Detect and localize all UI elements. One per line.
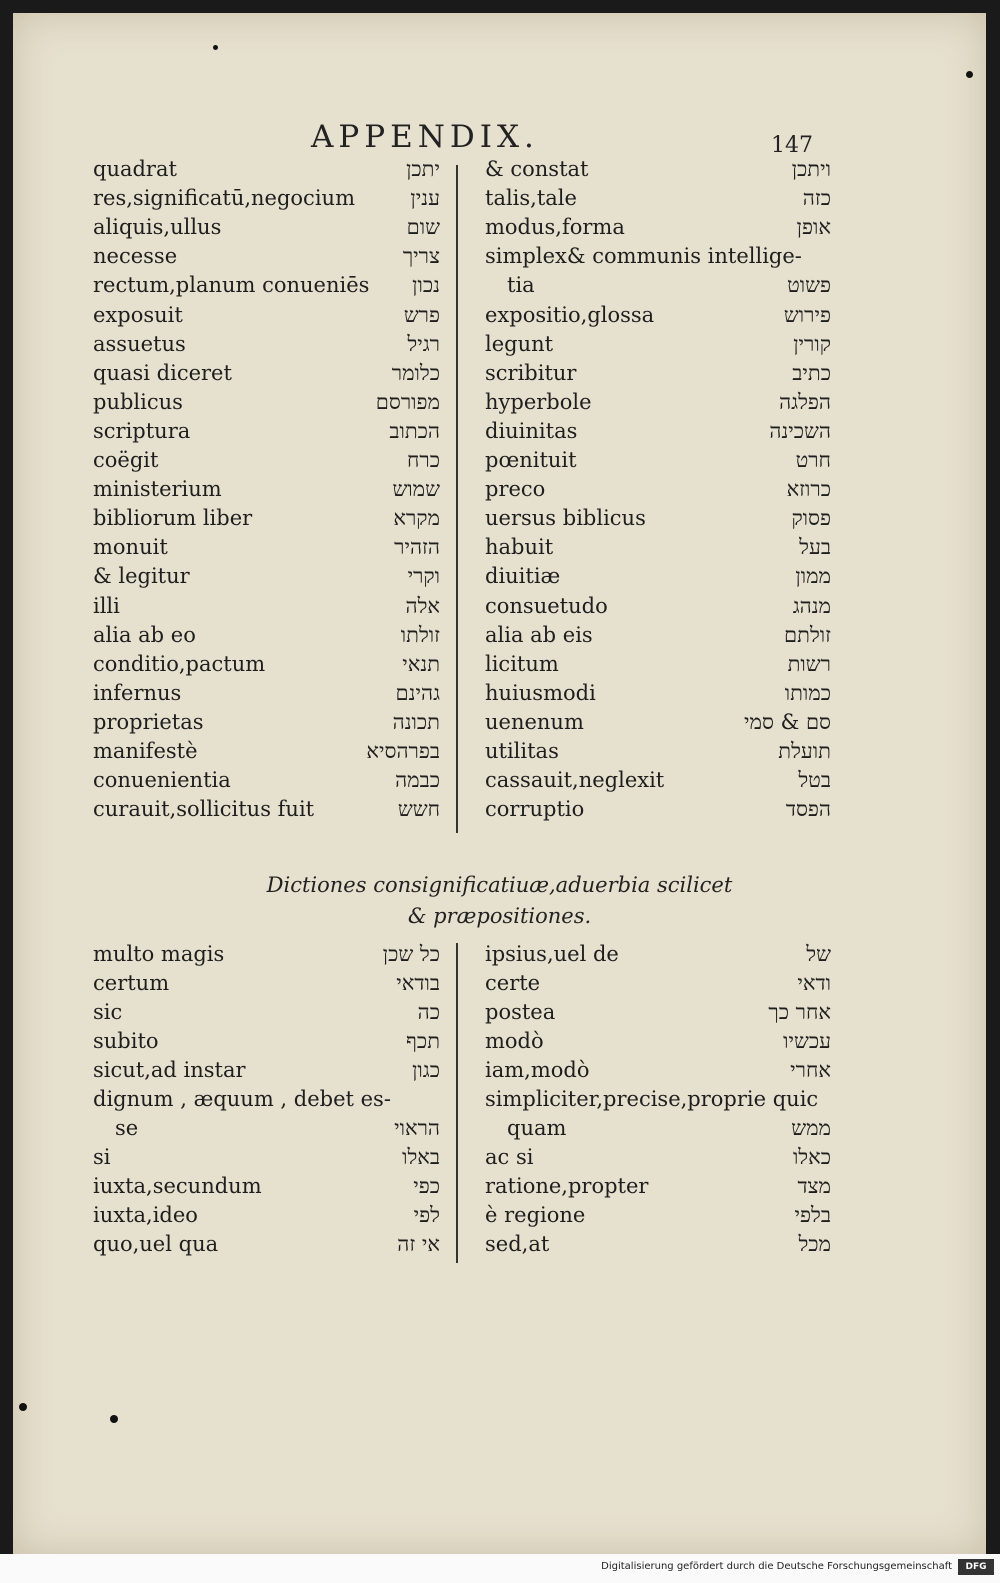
entry-row [485, 215, 831, 244]
hebrew-term: הפלגה [779, 389, 831, 414]
hebrew-term: בודאי [396, 971, 440, 995]
entry-row [93, 390, 440, 419]
latin-term: diuitiæ [485, 564, 561, 589]
latin-term: ratione,propter [485, 1174, 649, 1198]
latin-term: uersus biblicus [485, 506, 646, 531]
latin-term: exposuit [93, 302, 183, 327]
hebrew-term: כרח [406, 448, 440, 472]
latin-term: iuxta,ideo [93, 1203, 198, 1227]
hebrew-term: ממון [795, 564, 831, 589]
hebrew-term: תועלת [778, 739, 831, 763]
entry-row [485, 244, 831, 273]
entry-row [485, 1029, 831, 1058]
hebrew-term: חרט [795, 448, 831, 472]
latin-term: curauit,sollicitus fuit [93, 797, 315, 822]
latin-term: & legitur [93, 564, 190, 589]
latin-term: diuinitas [485, 418, 578, 443]
latin-term: simplex& communis intellige- [485, 244, 802, 269]
entry-row [485, 361, 831, 390]
hebrew-term: קורין [793, 331, 831, 356]
latin-term: infernus [93, 680, 182, 705]
latin-term: postea [485, 1000, 556, 1024]
page-title: APPENDIX. [311, 119, 539, 155]
latin-term: scribitur [485, 360, 577, 385]
latin-term: coëgit [93, 448, 159, 472]
entry-row [93, 681, 440, 710]
latin-term: quasi diceret [93, 360, 232, 385]
entry-row [485, 186, 831, 215]
hebrew-term: לפי [413, 1203, 440, 1227]
entry-row [93, 564, 440, 593]
hebrew-term: פרש [403, 302, 440, 327]
entry-row [485, 332, 831, 361]
entry-row [485, 1087, 831, 1116]
entry-row [93, 623, 440, 652]
latin-term: huiusmodi [485, 680, 596, 705]
entry-row [485, 739, 831, 768]
latin-term: legunt [485, 331, 554, 356]
entry-row [93, 1174, 440, 1203]
entry-row [485, 273, 831, 302]
entry-row [485, 1174, 831, 1203]
entry-row [485, 623, 831, 652]
hebrew-term: כבמה [395, 768, 440, 793]
entry-row [93, 1087, 440, 1116]
hebrew-term: כה [417, 1000, 440, 1024]
entry-row [485, 390, 831, 419]
entry-row [485, 797, 831, 826]
entry-row [485, 1000, 831, 1029]
entry-row [93, 768, 440, 797]
latin-term: licitum [485, 651, 559, 676]
entry-row [485, 477, 831, 506]
latin-term: manifestè [93, 739, 198, 763]
latin-term: utilitas [485, 739, 559, 763]
hebrew-term: בטל [798, 768, 831, 793]
hebrew-term: מקרא [393, 506, 440, 531]
hebrew-term: חשש [397, 797, 440, 822]
latin-term: subito [93, 1029, 159, 1053]
hebrew-term: שמוש [392, 477, 440, 502]
latin-term: hyperbole [485, 389, 592, 414]
entry-row [485, 535, 831, 564]
entry-row [93, 332, 440, 361]
hebrew-term: כמותו [784, 680, 831, 705]
entry-row [93, 710, 440, 739]
entry-row [93, 535, 440, 564]
hebrew-term: תכונה [392, 709, 440, 734]
entry-row [93, 1000, 440, 1029]
dfg-logo: DFG [958, 1559, 994, 1575]
footer-bar [0, 1554, 1000, 1583]
entry-row [93, 506, 440, 535]
latin-term: monuit [93, 535, 168, 560]
ink-speck [110, 1415, 118, 1423]
entry-row [93, 942, 440, 971]
hebrew-term: אחרי [790, 1058, 831, 1082]
latin-term: res,significatū,negocium [93, 186, 355, 211]
latin-term: è regione [485, 1203, 586, 1227]
entry-row [93, 971, 440, 1000]
latin-term: ac si [485, 1145, 534, 1169]
latin-term: pœnituit [485, 448, 577, 472]
latin-term: quo,uel qua [93, 1232, 219, 1256]
hebrew-term: כל שכן [382, 942, 440, 966]
hebrew-term: הפסד [785, 797, 831, 822]
latin-term: tia [507, 273, 535, 298]
hebrew-term: זולתם [784, 622, 831, 647]
latin-term: certe [485, 971, 541, 995]
entry-row [485, 419, 831, 448]
latin-term: habuit [485, 535, 554, 560]
latin-term: alia ab eo [93, 622, 196, 647]
entry-row [485, 681, 831, 710]
column-divider-top [456, 165, 458, 833]
hebrew-term: פירוש [783, 302, 831, 327]
entry-row [93, 652, 440, 681]
entry-row [93, 477, 440, 506]
latin-term: quadrat [93, 157, 177, 181]
section-heading-line-1: Dictiones consignificatiuæ,aduerbia scilicet [266, 873, 733, 897]
latin-term: certum [93, 971, 170, 995]
hebrew-term: וקרי [407, 564, 440, 589]
hebrew-term: ויתכן [791, 157, 831, 181]
entry-row [485, 971, 831, 1000]
latin-term: ipsius,uel de [485, 942, 619, 966]
latin-term: talis,tale [485, 186, 577, 211]
entry-row [93, 1203, 440, 1232]
hebrew-term: של [806, 942, 831, 966]
latin-term: rectum,planum conueniēs [93, 273, 370, 298]
entry-row [485, 506, 831, 535]
latin-term: & constat [485, 157, 589, 181]
hebrew-term: פשוט [787, 273, 831, 298]
latin-term: necesse [93, 244, 178, 269]
latin-term: publicus [93, 389, 183, 414]
latin-term: se [115, 1116, 139, 1140]
hebrew-term: רגיל [407, 331, 440, 356]
latin-term: sicut,ad instar [93, 1058, 246, 1082]
hebrew-term: גהינם [395, 680, 440, 705]
latin-term: corruptio [485, 797, 585, 822]
hebrew-term: השכינה [769, 418, 831, 443]
latin-term: quam [507, 1116, 567, 1140]
latin-term: alia ab eis [485, 622, 593, 647]
footer-text: Digitalisierung gefördert durch die Deutsche Forschungsgemeinschaft [601, 1561, 952, 1572]
ink-speck [19, 1403, 27, 1411]
latin-term: iam,modò [485, 1058, 590, 1082]
hebrew-term: אופן [796, 215, 831, 240]
entry-row [485, 303, 831, 332]
entry-row [485, 564, 831, 593]
hebrew-term: מכל [798, 1232, 831, 1256]
hebrew-term: הראוי [394, 1116, 440, 1140]
entry-row [485, 1145, 831, 1174]
hebrew-term: הזהיר [394, 535, 440, 560]
hebrew-term: עכשיו [783, 1029, 831, 1053]
entry-row [93, 303, 440, 332]
entry-row [485, 652, 831, 681]
entry-row [93, 244, 440, 273]
latin-term: consuetudo [485, 593, 608, 618]
latin-term: dignum , æquum , debet es- [93, 1087, 391, 1111]
entry-row [93, 797, 440, 826]
entry-row [485, 1232, 831, 1261]
latin-term: modus,forma [485, 215, 625, 240]
latin-term: aliquis,ullus [93, 215, 222, 240]
hebrew-term: ענין [410, 186, 440, 211]
section-heading [13, 870, 986, 932]
entry-row [93, 273, 440, 302]
ink-speck [213, 45, 218, 50]
entry-row [93, 1116, 440, 1145]
hebrew-term: תנאי [402, 651, 440, 676]
latin-term: illi [93, 593, 120, 618]
ink-speck [966, 71, 973, 78]
entry-row [93, 361, 440, 390]
hebrew-term: אחר כך [768, 1000, 831, 1024]
latin-term: ministerium [93, 477, 222, 502]
entry-row [93, 594, 440, 623]
hebrew-term: אי זה [397, 1232, 440, 1256]
latin-term: bibliorum liber [93, 506, 253, 531]
latin-term: si [93, 1145, 111, 1169]
hebrew-term: ממש [791, 1116, 831, 1140]
entry-row [93, 1058, 440, 1087]
entry-row [485, 1116, 831, 1145]
latin-term: proprietas [93, 709, 204, 734]
latin-term: uenenum [485, 709, 584, 734]
hebrew-term: ודאי [797, 971, 831, 995]
latin-term: multo magis [93, 942, 225, 966]
entry-row [485, 448, 831, 477]
entry-row [485, 1058, 831, 1087]
entry-row [485, 1203, 831, 1232]
hebrew-term: מנהג [792, 593, 831, 618]
latin-term: assuetus [93, 331, 186, 356]
entry-row [93, 419, 440, 448]
entry-row [93, 1145, 440, 1174]
latin-term: cassauit,neglexit [485, 768, 665, 793]
hebrew-term: נכון [412, 273, 440, 298]
hebrew-term: כתיב [792, 360, 831, 385]
hebrew-term: כפי [413, 1174, 440, 1198]
column-divider-bottom [456, 943, 458, 1263]
entry-row [485, 768, 831, 797]
section-heading-line-2: & præpositiones. [407, 904, 592, 928]
hebrew-term: הכתוב [389, 418, 440, 443]
latin-term: scriptura [93, 418, 191, 443]
hebrew-term: בפרהסיא [366, 739, 440, 763]
latin-term: modò [485, 1029, 544, 1053]
hebrew-term: בעל [799, 535, 831, 560]
latin-term: conuenientia [93, 768, 231, 793]
entry-row [485, 157, 831, 186]
hebrew-term: רשות [787, 651, 831, 676]
hebrew-term: מצד [797, 1174, 831, 1198]
entry-row [485, 710, 831, 739]
hebrew-term: תכף [406, 1029, 440, 1053]
latin-term: expositio,glossa [485, 302, 655, 327]
book-page [13, 13, 986, 1554]
hebrew-term: כלומר [391, 360, 440, 385]
latin-term: simpliciter,precise,proprie quic [485, 1087, 819, 1111]
hebrew-term: באלו [402, 1145, 440, 1169]
entry-row [93, 1232, 440, 1261]
latin-term: sic [93, 1000, 123, 1024]
hebrew-term: סם & סמי [744, 709, 831, 734]
page-number: 147 [771, 133, 813, 158]
hebrew-term: בלפי [794, 1203, 831, 1227]
hebrew-term: כאלו [792, 1145, 831, 1169]
hebrew-term: זולתו [400, 622, 440, 647]
latin-term: preco [485, 477, 546, 502]
entry-row [93, 1029, 440, 1058]
entry-row [93, 448, 440, 477]
hebrew-term: מפורסם [375, 389, 440, 414]
hebrew-term: אלה [405, 593, 440, 618]
hebrew-term: פסוק [791, 506, 831, 531]
latin-term: iuxta,secundum [93, 1174, 262, 1198]
hebrew-term: שום [406, 215, 440, 240]
latin-term: sed,at [485, 1232, 550, 1256]
entry-row [93, 157, 440, 186]
hebrew-term: כזה [802, 186, 831, 211]
hebrew-term: צריך [402, 244, 440, 269]
entry-row [93, 215, 440, 244]
entry-row [485, 942, 831, 971]
entry-row [93, 739, 440, 768]
hebrew-term: כרוזא [786, 477, 831, 502]
entry-row [485, 594, 831, 623]
hebrew-term: כגון [412, 1058, 440, 1082]
entry-row [93, 186, 440, 215]
hebrew-term: יתכן [406, 157, 440, 181]
latin-term: conditio,pactum [93, 651, 266, 676]
